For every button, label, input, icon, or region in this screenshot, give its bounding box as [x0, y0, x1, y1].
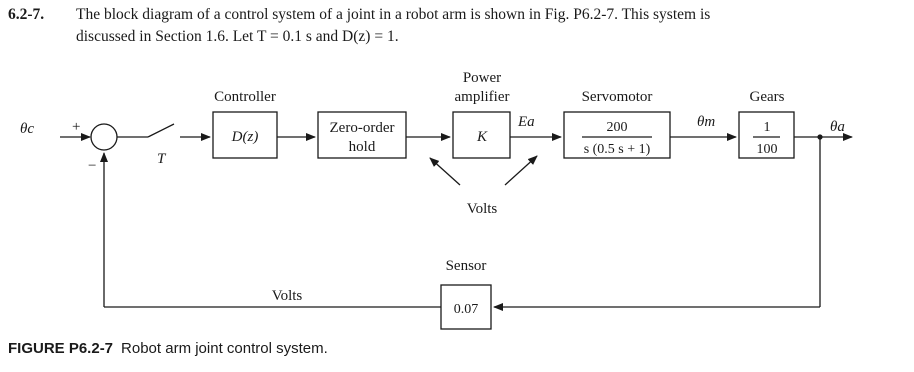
summing-junction — [91, 124, 117, 150]
amplifier-title-line-2: amplifier — [454, 89, 510, 105]
figure-caption — [8, 340, 328, 357]
volts-amplifier-label: Volts — [466, 201, 498, 217]
controller-block-label: D(z) — [231, 129, 259, 145]
problem-text-line-2: discussed in Section 1.6. Let T = 0.1 s and D(z) = 1. — [76, 28, 399, 45]
figure-caption-label: FIGURE P6.2-7 — [8, 340, 114, 357]
sensor-title: Sensor — [445, 258, 487, 274]
amplifier-output-label: Ea — [518, 114, 535, 130]
takeoff-point — [817, 134, 822, 139]
minus-sign: − — [88, 158, 97, 174]
servomotor-title: Servomotor — [581, 89, 653, 105]
servo-numerator: 200 — [606, 120, 628, 135]
volts-indicator-left — [430, 158, 460, 185]
problem-number: 6.2-7. — [8, 6, 45, 23]
zoh-label-line-1: Zero-order — [329, 120, 395, 136]
gears-denominator: 100 — [756, 142, 778, 157]
volts-indicator-right — [505, 156, 537, 185]
amplifier-title-line-1: Power — [462, 70, 502, 86]
sampler-label: T — [157, 151, 166, 167]
sampler-switch — [148, 124, 174, 137]
servo-denominator: s (0.5 s + 1) — [583, 142, 651, 157]
volts-feedback-label: Volts — [271, 288, 303, 304]
sensor-block-label: 0.07 — [453, 302, 479, 317]
output-label: θa — [830, 119, 845, 135]
controller-title: Controller — [214, 89, 276, 105]
motor-angle-label: θm — [697, 114, 716, 130]
plus-sign: + — [72, 119, 81, 135]
zoh-label-line-2: hold — [348, 139, 376, 155]
figure-caption-text: Robot arm joint control system. — [121, 340, 328, 357]
input-label: θc — [20, 121, 35, 137]
amplifier-block-label: K — [476, 129, 488, 145]
problem-text-line-1: The block diagram of a control system of a joint in a robot arm is shown in Fig. P6.2-7. This system is — [76, 6, 711, 23]
gears-numerator: 1 — [763, 120, 771, 135]
gears-title: Gears — [749, 89, 785, 105]
